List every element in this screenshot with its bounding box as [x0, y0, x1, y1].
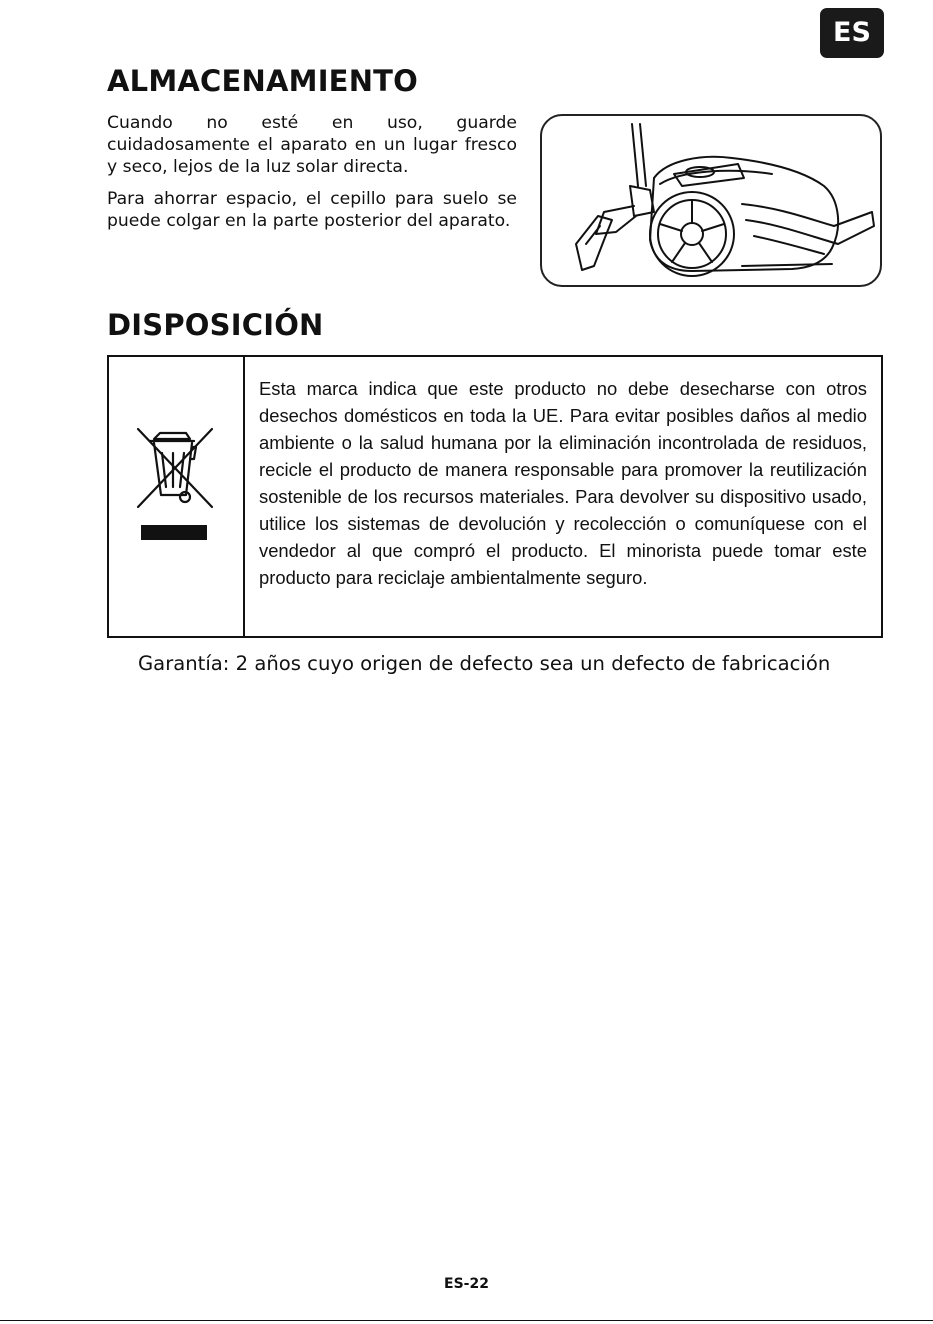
crossed-out-wheelie-bin-icon: [134, 425, 216, 543]
guarantee-note: Garantía: 2 años cuyo origen de defecto sea un defecto de fabricación: [138, 652, 831, 675]
vacuum-storage-illustration: [540, 114, 882, 287]
disposal-text: Esta marca indica que este producto no debe desecharse con otros desechos domésticos en toda la UE. Para evitar posibles daños al medio ambiente o la salud humana por la eliminación incontrolada de residuos, recicle el producto de manera responsable para promover la reutilización sostenible de los recursos materiales. Para devolver su dispositivo usado, utilice los sistemas de devolución y recolección o comuníquese con el vendedor al que compró el producto. El minorista puede tomar este producto para reciclaje ambientalmente seguro.: [259, 378, 867, 588]
page-number: ES-22: [444, 1276, 489, 1292]
storage-text: [107, 112, 517, 242]
vacuum-cleaner-icon: [542, 116, 880, 285]
bottom-rule: [0, 1320, 933, 1321]
storage-paragraph-1: Cuando no esté en uso, guarde cuidadosamente el aparato en un lugar fresco y seco, lejos de la luz solar directa.: [107, 113, 517, 177]
storage-heading: ALMACENAMIENTO: [107, 64, 418, 98]
disposal-table: [107, 355, 883, 638]
language-badge: ES: [820, 8, 884, 58]
disposal-icon-cell: [109, 357, 245, 636]
disposal-heading: DISPOSICIÓN: [107, 308, 324, 342]
storage-paragraph-2: Para ahorrar espacio, el cepillo para suelo se puede colgar en la parte posterior del aparato.: [107, 189, 517, 231]
